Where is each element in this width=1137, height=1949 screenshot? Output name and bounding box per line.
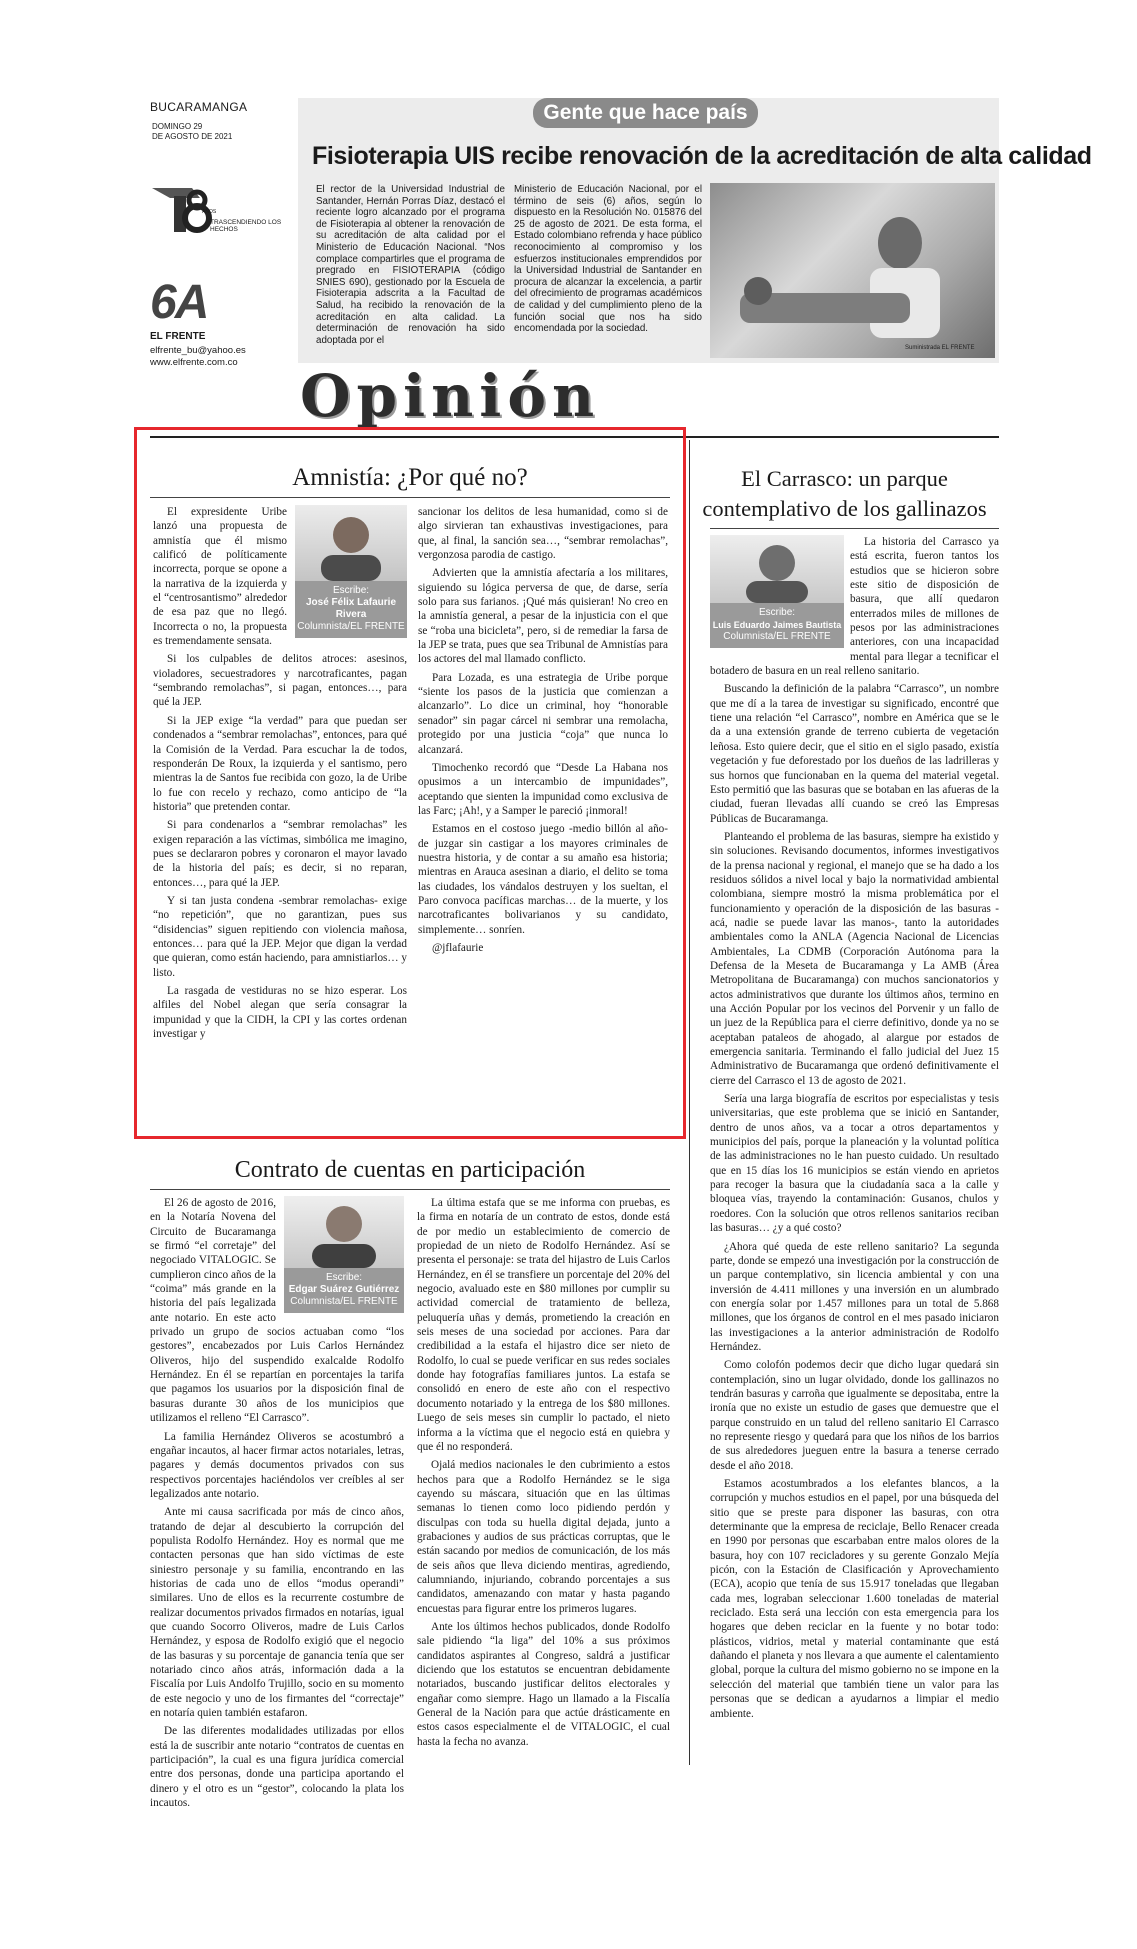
paragraph: Y si tan justa condena -sembrar remolachas- exige “no repetición”, que no garantizan, pues sus “disidencias” siguen repitiendo con violencia mañosa, entonces… para qué la JEP. Mejor que digan la verdad que quieran, como están haciendo, para amnistiarlos… y listo.: [153, 894, 407, 979]
paragraph: Advierten que la amnistía afectaría a los militares, siguiendo su lógica perversa de que, de darse, sería solo para sus farianos. ¡Qué más quisieran! No creo en la amnistía general, a pesar de la injusticia con el que se “roba una bicicleta”, pero, si de remediar la farsa de la JEP se trata, pues que sea Tribunal de Amnistías para los actores del mal llamado conflicto.: [418, 567, 668, 666]
carrasco-title-line1: El Carrasco: un parque: [741, 466, 948, 491]
author-role: Columnista/EL FRENTE: [290, 1296, 398, 1307]
paragraph: Como colofón podemos decir que dicho lugar quedará sin contemplación, sino un lugar olvidado, donde los gallinazos no tendrán basuras y carroña que igualmente se depositaba, entre la ironía que no existe un estudio de gases que demuestre que el parque construido en un talud del relleno sanitario El Carrasco no represente riesgo y quedará para que los niños de los barrios de sus alrededores jueguen entre la basura a tenerse cerrado desde el año 2018.: [710, 1359, 999, 1472]
paragraph: La rasgada de vestiduras no se hizo esperar. Los alfiles del Nobel alegan que sería consagrar la impunidad y que la CIDH, la CPI y las cortes ordenan investigar y: [153, 985, 407, 1041]
carrasco-title-line2: contemplativo de los gallinazos: [702, 496, 987, 521]
banner-photo: [710, 183, 995, 358]
byline-label: Escribe:: [325, 1272, 363, 1283]
paragraph: sancionar los delitos de lesa humanidad, como si de algo sirvieran tan exhaustivas investigaciones, para que, al final, la sanción sea…, “sembrar remolachas”, vergonzosa parodia de castigo.: [418, 506, 668, 562]
column-divider: [689, 440, 690, 1765]
paragraph: El 26 de agosto de 2016, en la Notaría Novena del Circuito de Bucaramanga se firmó “el corretaje” del negociado VITALOGIC. Se cumplieron cinco años de la “coima” más grande en la historia del país legalizada ante notario. En este acto privado un grupo de socios actuaban como “los gestores”, encabezados por Luis Carlos Hernández Oliveros, hijo del suspendido exalcalde Rodolfo Hernández. En él se repartían en porcentajes la tarifa que pagamos los usuarios por la disposición final de basuras durante 30 años de los municipios que utilizamos el relleno “El Carrasco”.: [150, 1197, 404, 1425]
paragraph: Estamos en el costoso juego -medio billón al año- de juzgar sin castigar a los mayores criminales de nuestra historia, y de contar a su amaño esa historia; mientras en Arauca asesinan a diario, el delito se toma las ciudades, los vándalos destruyen y los sueltan, el Paro convoca pacíficas marchas… de la muerte, y los narcotraficantes bolivarianos y su candidato, simplemente… sonríen.: [418, 823, 668, 936]
author-name: José Félix Lafaurie Rivera: [305, 597, 397, 620]
author-photo: [284, 1196, 404, 1268]
contrato-title-rule: [150, 1189, 670, 1190]
date-line-2: DE AGOSTO DE 2021: [152, 132, 233, 141]
carrasco-byline: [710, 535, 844, 648]
paragraph: Ante los últimos hechos publicados, donde Rodolfo sale pidiendo “la liga” del 10% a sus próximos candidatos aspirantes al Congreso, saldrá a justificar diciendo que los estatutos se encuentran debidamente notariados, buscando justificar delitos electorales y engañar como siempre. Hago un llamado a la Fiscalía General de la Nación para que actúe drásticamente en estos casos especialmente el de VITALOGIC, el cual hasta la fecha no avanza.: [417, 1620, 670, 1748]
paragraph: La familia Hernández Oliveros se acostumbró a engañar incautos, al hacer firmar actos notariales, letras, pagares y demás documentos privados con sus respectivos porcentajes haciéndolos ver creíbles al ser legalizados ante notario.: [150, 1430, 404, 1500]
section-title-opinion: Opinión: [300, 362, 601, 430]
paragraph: Si los culpables de delitos atroces: asesinos, violadores, secuestradores y narcotraficantes, pagan “sembrando remolachas”, si pagan, entonces…, para qué la JEP.: [153, 653, 407, 709]
banner-section-pill: [533, 98, 758, 128]
paragraph: De las diferentes modalidades utilizadas por ellos está la de suscribir ante notario “contratos de cuentas en participación”, la cual es una figura jurídica comercial entre dos personas, donde una participa aportando el dinero y el otro es un “gestor”, colocando la plata los incautos.: [150, 1725, 404, 1810]
paragraph: Timochenko recordó que “Desde La Habana nos opusimos a un intercambio de impunidades”, aceptando que sienten la impunidad como exclusiva de las Farc; ¡Ah!, y a Samper le pareció ¡inmoral!: [418, 761, 668, 817]
paragraph: Ojalá medios nacionales le den cubrimiento a estos hechos para que a Rodolfo Hernández se le siga cayendo su máscara, situación que en las últimas semanas lo tienen como loco pidiendo perdón y disculpas con toda su huella digital dejada, junto a grabaciones y audios de sus prácticas corruptas, que le están sacando por medios de comunicación, de los más de seis años que lleva diciendo mentiras, agrediendo, calumniando, injuriando, cobrando porcentajes a sus candidatos, amenazando con matar y hasta pagando encuestas para figurar entre los primeros lugares.: [417, 1459, 670, 1615]
paper-name: EL FRENTE: [150, 331, 206, 342]
amnistia-byline: [295, 505, 407, 638]
physiotherapy-photo-icon: [710, 183, 995, 358]
paragraph: Sería una larga biografía de escritos por especialistas y tesis universitarias, que este problema que se inició en Santander, dentro de unos años, va a tocar a otros departamentos y municipios del país, porque la planeación y la voluntad política de las administraciones no le han puesto cuidado. Un resultado que en 15 días los 16 municipios se están viendo en aprietos para recoger la basura que la ciudadanía saca a la calle y bloquea vías, trayendo la contaminación: Gusanos, chulos y roedores. Con la solución que otros rellenos sanitarios reciban las basuras… ¿y a qué costo?: [710, 1093, 999, 1235]
amnistia-title-rule: [150, 497, 670, 498]
author-name: Edgar Suárez Gutiérrez: [288, 1284, 400, 1295]
banner-col2: Ministerio de Educación Nacional, por el término de seis (6) años, según lo dispuesto en la Resolución No. 015876 del 25 de agosto de 2021. De esta forma, el Estado colombiano refrenda y hace público reconocimiento al compromiso y los esfuerzos institucionales emprendidos por la Universidad Industrial de Santander en procura de alcanzar la excelencia, a partir del ofrecimiento de programas académicos de calidad y del cumplimiento pleno de la función social que nos ha sido encomendada por la sociedad.: [514, 184, 702, 335]
banner-col1: El rector de la Universidad Industrial de Santander, Hernán Porras Díaz, destacó el reciente logro alcanzado por el programa de Fisioterapia al obtener la renovación de su acreditación de alta calidad por el Ministerio de Educación Nacional. “Nos complace compartirles que el programa de pregrado en FISIOTERAPIA (código SNIES 690), gestionado por la Escuela de Fisioterapia adscrita a la Facultad de Salud, ha recibido la renovación de la acreditación en alta calidad. La determinación de renovación ha sido adoptada por el: [316, 184, 505, 346]
banner-headline: Fisioterapia UIS recibe renovación de la acreditación de alta calidad: [312, 142, 1092, 170]
city-label: BUCARAMANGA: [150, 100, 248, 114]
contrato-col1: [150, 1196, 404, 1814]
page-number: 6A: [150, 276, 208, 329]
paragraph: Ante mi causa sacrificada por más de cinco años, tratando de dejar al descubierto la corrupción del populista Rodolfo Hernández. Hoy es normal que me contacten personas que han sido víctimas de este siniestro personaje y su familia, encontrando en las historias de cada uno de ellos “modus operandi” similares. Uno de ellos es la recurrente costumbre de realizar documentos privados firmados en notarías, igual que cuando Socorro Oliveros, madre de Luis Carlos Hernández, y esposa de Rodolfo exigió que el negocio de las basuras y su porcentaje de ganancia tenía que ser notariado cinco años atrás, información dada a la Fiscalía por Luis Andolfo Trujillo, socio en su momento de este negocio y uno de los firmantes del “correctaje” en notaría quien también estafaron.: [150, 1506, 404, 1720]
paragraph: El expresidente Uribe lanzó una propuesta de amnistía que él mismo calificó de políticamente incorrecta, porque se opone a la narrativa de la izquierda y el “centrosantismo” alrededor de esa paz que no llegó. Incorrecta o no, la propuesta es tremendamente sensata.: [153, 506, 287, 648]
author-name: Luis Eduardo Jaimes Bautista: [712, 620, 842, 630]
byline-label: Escribe:: [332, 585, 370, 596]
paragraph: Buscando la definición de la palabra “Carrasco”, un nombre que me dí a la tarea de investigar su significado, encontré que tiene una relación “el Carrasco”, nombre en América que se le da a una extensión grande de terreno cubierta de vegetación leñosa. Esto quiere decir, que el sitio en el siglo pasado, existía vegetación y fue deforestado por los dueños de las ladrilleras y sus hornos que funcionaban en la quema del material vegetal. Esto permitió que las basuras que se botaban en las afueras de la ciudad, fueran llevadas allí cuando se creó las Empresas Públicas de Bucaramanga.: [710, 683, 999, 825]
author-portrait-icon: [295, 505, 407, 581]
amnistia-col1: [153, 505, 407, 1045]
email: elfrente_bu@yahoo.es: [150, 345, 246, 356]
paragraph: Para Lozada, es una estrategia de Uribe porque “siente los pasos de la justicia que comienzan a alcanzarlo”. Lo dice un criminal, hoy “honorable senador” sin pagar cárcel ni sembrar una remolacha, protegido por una justicia “coja” que nunca lo alcanzará.: [418, 671, 668, 756]
carrasco-body: [710, 535, 999, 1725]
date-line-1: DOMINGO 29: [152, 122, 203, 131]
paragraph: ¿Ahora qué queda de este relleno sanitario? La segunda parte, donde se empezó una investigación por la construcción de un parque contemplativo, sin licencia ambiental y con una inversión de 4.411 millones y una inversión en un alumbrado con energía solar por 1.457 millones para un total de 5.868 millones, que los órganos de control en el mes pasado iniciaron las investigaciones a la anterior administración de Rodolfo Hernández.: [710, 1240, 999, 1353]
signature: @jflafaurie: [432, 941, 484, 954]
website: www.elfrente.com.co: [150, 357, 238, 368]
author-photo: [295, 505, 407, 581]
logo-small-text: AÑOS: [202, 209, 217, 215]
author-portrait-icon: [284, 1196, 404, 1268]
carrasco-title: [690, 464, 999, 524]
contrato-title: Contrato de cuentas en participación: [234, 1157, 586, 1183]
paragraph: Si la JEP exige “la verdad” para que puedan ser condenados a “sembrar remolachas”, entonces, para qué la Comisión de la Verdad. Para escuchar la de todos, responderán De Roux, la izquierda y el santismo, pero mientras la de Santos fue recibida con gozo, la de Uribe lo fue con recelo y rechazo, como anticipo de “la historia” que pretenden contar.: [153, 714, 407, 813]
byline-label: Escribe:: [758, 607, 796, 618]
logo-tagline: TRASCENDIENDO LOS HECHOS: [210, 219, 282, 233]
banner-section-label: Gente que hace país: [543, 101, 748, 124]
paragraph: Estamos acostumbrados a los elefantes blancos, a la corrupción y muchos estudios en el papel, por una búsqueda del sitio que se preste para disponer las basuras, con otra determinante que la empresa de reciclaje, Bello Renacer creada en 1990 por personas que escarbaban entre malos olores de la basura, hoy con 107 recicladores y su gerente Gonzalo Mejía picón, con la Estación de Clasificación y Aprovechamiento (ECA), acopio que tenía de sus 15.917 toneladas que llegaban cada mes, lograban seleccionar 1.600 toneladas de material reciclado. Esta será una lección con esta emergencia para los hogares que deben reciclar en la fuente y no botar todo: plásticos, vidrios, metal y material contaminante que está dañando el planeta y nos llevara a que aumente el calentamiento global, porque la cultura del mismo gobierno no se impone en la selección del material que también tiene un valor para las personas que se dedican a ayudarnos a limpiar el medio ambiente.: [710, 1478, 999, 1720]
paragraph: La última estafa que se me informa con pruebas, es la firma en notaría de un contrato de estos, donde está de por medio un establecimiento de comercio de propiedad de un nieto de Rodolfo Hernández. Así se presenta el personaje: se trata del hijastro de Luis Carlos Hernández, en él se transfiere un porcentaje del 20% del negocio, avaluado este en $80 millones por cumplir su actividad comercial de tratamiento de belleza, peluquería uñas y demás, prometiendo la creación en seis meses de una sociedad por acciones. Para dar credibilidad a la estafa el hijastro dice ser nieto de Rodolfo, lo cual se puede verificar en sus redes sociales donde hay fotografías familiares juntos. La estafa se consolidó en enero de este año con el respectivo documento notariado y la entrega de los $80 millones. Luego de seis meses sin cumplir lo pactado, el nieto informa a la víctima que el negocio está en quiebra y que él no responderá.: [417, 1197, 670, 1453]
contrato-col2: [417, 1196, 670, 1753]
author-photo: [710, 535, 844, 603]
author-role: Columnista/EL FRENTE: [723, 631, 831, 642]
amnistia-title: Amnistía: ¿Por qué no?: [292, 464, 528, 491]
banner-photo-credit: Suministrada EL FRENTE: [905, 345, 975, 351]
author-portrait-icon: [710, 535, 844, 603]
author-role: Columnista/EL FRENTE: [297, 621, 405, 632]
amnistia-col2: [418, 505, 668, 959]
contrato-byline: [284, 1196, 404, 1313]
paragraph: Planteando el problema de las basuras, siempre ha existido y sin soluciones. Revisando documentos, informes investigativos de la prensa nacional y regional, el manejo que se ha dado a los residuos sólidos a nivel local y bajo la normatividad ambiental colombiana, siempre mostró la misma problemática por el funcionamiento y operación de la disposición de las basuras -acá, nadie se puede lavar las manos-, tanto la autoridades ambientales como la ANLA (Agencia Nacional de Licencias Ambientales, La CDMB (Corporación Autónoma para la Defensa de la Meseta de Bucaramanga y La AMB (Área Metropolitana de Bucaramanga) con muchos sancionatorios y actos administrativos que durante los últimos años, termino en una Acción Popular por los vecinos del Porvenir y un fallo de un juez de la República para el cierre definitivo, donde ya no se aceptaban pataleos de ahogado, al alargue por estados de emergencia sanitaria. Terminando el fallo judicial del Juez 15 Administrativo de Bucaramanga que ordenó definitivamente el cierre del Carrasco el 13 de agosto de 2021.: [710, 830, 999, 1087]
carrasco-title-rule: [710, 528, 999, 529]
paragraph: Si para condenarlos a “sembrar remolachas” les exigen reparación a las víctimas, simbólica me imagino, pues se declararon pobres y coronaron el mayor lavado de la historia del país; es decir, si no reparan, entonces…, para qué la JEP.: [153, 819, 407, 889]
paragraph: La historia del Carrasco ya está escrita, fueron tantos los estudios que se hicieron sobre este sitio de disposición de basura, que allí quedaron enterrados miles de millones de pesos por las administraciones anteriores, con una incapacidad mental para llegar a tecnificar el botadero de basura en un real relleno sanitario.: [710, 536, 999, 678]
